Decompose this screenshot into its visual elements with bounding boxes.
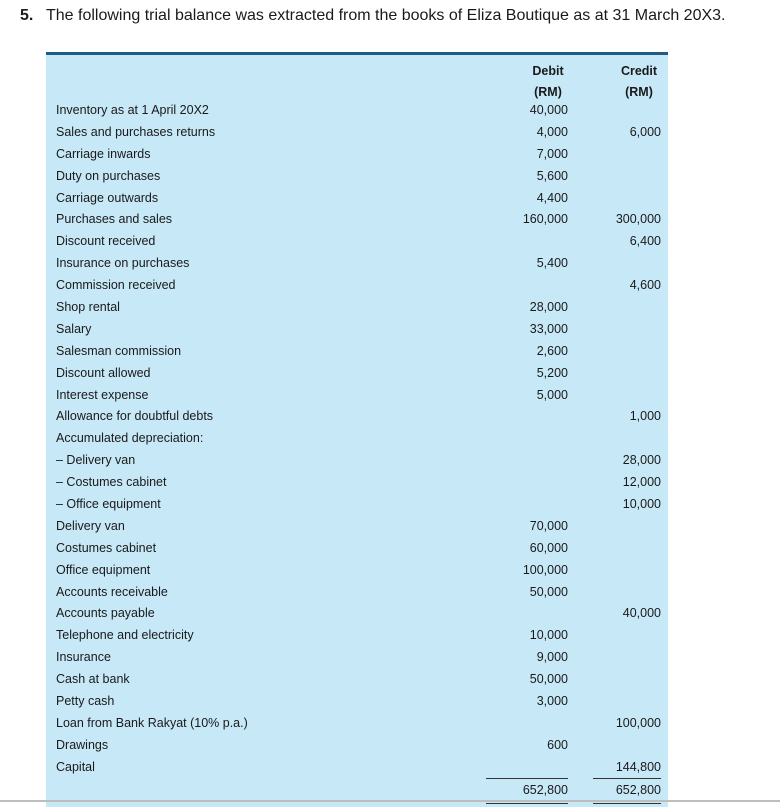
debit-amount: 160,000 bbox=[522, 212, 568, 227]
debit-amount: 4,000 bbox=[536, 124, 568, 139]
table-row bbox=[46, 166, 668, 188]
account-name: Insurance bbox=[56, 650, 111, 665]
table-row bbox=[46, 297, 668, 319]
table-row bbox=[46, 472, 668, 494]
debit-amount: 5,000 bbox=[536, 387, 568, 402]
table-row bbox=[46, 735, 668, 757]
account-name: Interest expense bbox=[56, 387, 149, 402]
debit-amount: 50,000 bbox=[529, 584, 568, 599]
account-name: Duty on purchases bbox=[56, 168, 161, 183]
account-name: Salary bbox=[56, 321, 92, 336]
debit-amount: 40,000 bbox=[529, 103, 568, 117]
credit-amount: 10,000 bbox=[622, 497, 661, 512]
debit-amount: 9,000 bbox=[536, 650, 568, 665]
credit-amount: 100,000 bbox=[615, 715, 661, 730]
credit-amount: 12,000 bbox=[622, 475, 661, 490]
credit-header-unit: (RM) bbox=[625, 85, 653, 99]
credit-column-header bbox=[594, 61, 684, 103]
table-row bbox=[46, 560, 668, 582]
table-row bbox=[46, 538, 668, 560]
trial-balance-table bbox=[46, 52, 668, 807]
question-text: The following trial balance was extracted from the books of Eliza Boutique as at 31 March 20X3. bbox=[46, 7, 726, 24]
table-row bbox=[46, 428, 668, 450]
account-name: Delivery van bbox=[56, 518, 125, 533]
account-name: – Office equipment bbox=[56, 497, 161, 512]
account-name: Office equipment bbox=[56, 562, 151, 577]
credit-amount: 6,400 bbox=[629, 234, 661, 249]
debit-amount: 5,200 bbox=[536, 365, 568, 380]
table-row bbox=[46, 691, 668, 713]
debit-amount: 10,000 bbox=[529, 628, 568, 643]
account-name: Commission received bbox=[56, 278, 176, 293]
credit-header-label: Credit bbox=[620, 64, 658, 78]
account-name: Purchases and sales bbox=[56, 212, 173, 227]
account-name: Drawings bbox=[56, 737, 109, 752]
account-name: Discount received bbox=[56, 234, 156, 249]
account-name: Carriage inwards bbox=[56, 146, 151, 161]
credit-amount: 144,800 bbox=[615, 759, 661, 774]
account-name: Sales and purchases returns bbox=[56, 124, 216, 139]
credit-total: 652,800 bbox=[593, 778, 661, 804]
account-name: Accounts receivable bbox=[56, 584, 168, 599]
table-row bbox=[46, 231, 668, 253]
table-row bbox=[46, 603, 668, 625]
account-name: Loan from Bank Rakyat (10% p.a.) bbox=[56, 715, 248, 730]
table-row bbox=[46, 406, 668, 428]
debit-amount: 33,000 bbox=[529, 321, 568, 336]
page-bottom-divider bbox=[0, 800, 780, 802]
account-name: Petty cash bbox=[56, 694, 115, 709]
table-row bbox=[46, 144, 668, 166]
table-row bbox=[46, 100, 668, 122]
table-row bbox=[46, 582, 668, 604]
debit-amount: 28,000 bbox=[529, 300, 568, 315]
table-row bbox=[46, 625, 668, 647]
question-number: 5. bbox=[20, 7, 34, 24]
account-name: Insurance on purchases bbox=[56, 256, 190, 271]
table-row bbox=[46, 669, 668, 691]
trial-balance-rows bbox=[46, 100, 668, 779]
debit-amount: 7,000 bbox=[536, 146, 568, 161]
debit-amount: 3,000 bbox=[536, 694, 568, 709]
credit-amount: 1,000 bbox=[629, 409, 661, 424]
table-row bbox=[46, 385, 668, 407]
account-name: Allowance for doubtful debts bbox=[56, 409, 214, 424]
account-name: Accounts payable bbox=[56, 606, 155, 621]
debit-amount: 60,000 bbox=[529, 540, 568, 555]
table-row bbox=[46, 647, 668, 669]
account-name: Accumulated depreciation: bbox=[56, 431, 204, 446]
account-name: Capital bbox=[56, 759, 95, 774]
table-row bbox=[46, 209, 668, 231]
account-name: Salesman commission bbox=[56, 343, 182, 358]
table-row bbox=[46, 188, 668, 210]
table-row bbox=[46, 494, 668, 516]
totals-row bbox=[46, 778, 668, 807]
credit-amount: 4,600 bbox=[629, 278, 661, 293]
account-name: Shop rental bbox=[56, 300, 120, 315]
credit-amount: 6,000 bbox=[629, 124, 661, 139]
account-name: – Costumes cabinet bbox=[56, 475, 167, 490]
table-row bbox=[46, 516, 668, 538]
debit-amount: 5,600 bbox=[536, 168, 568, 183]
debit-amount: 70,000 bbox=[529, 518, 568, 533]
table-row bbox=[46, 757, 668, 779]
debit-header-label: Debit bbox=[532, 64, 564, 78]
debit-amount: 600 bbox=[547, 737, 568, 752]
account-name: Inventory as at 1 April 20X2 bbox=[56, 103, 209, 117]
credit-amount: 40,000 bbox=[622, 606, 661, 621]
debit-amount: 4,400 bbox=[536, 190, 568, 205]
debit-amount: 100,000 bbox=[522, 562, 568, 577]
table-row bbox=[46, 275, 668, 297]
credit-amount: 300,000 bbox=[615, 212, 661, 227]
debit-column-header bbox=[503, 61, 593, 103]
table-row bbox=[46, 253, 668, 275]
debit-total: 652,800 bbox=[486, 778, 568, 804]
account-name: Costumes cabinet bbox=[56, 540, 157, 555]
table-row bbox=[46, 450, 668, 472]
table-row bbox=[46, 341, 668, 363]
table-row bbox=[46, 363, 668, 385]
debit-amount: 5,400 bbox=[536, 256, 568, 271]
credit-amount: 28,000 bbox=[622, 453, 661, 468]
debit-amount: 2,600 bbox=[536, 343, 568, 358]
table-row bbox=[46, 319, 668, 341]
account-name: Discount allowed bbox=[56, 365, 151, 380]
table-row bbox=[46, 713, 668, 735]
debit-header-unit: (RM) bbox=[534, 85, 562, 99]
table-row bbox=[46, 122, 668, 144]
account-name: Cash at bank bbox=[56, 672, 130, 687]
account-name: – Delivery van bbox=[56, 453, 136, 468]
account-name: Carriage outwards bbox=[56, 190, 159, 205]
account-name: Telephone and electricity bbox=[56, 628, 194, 643]
debit-amount: 50,000 bbox=[529, 672, 568, 687]
